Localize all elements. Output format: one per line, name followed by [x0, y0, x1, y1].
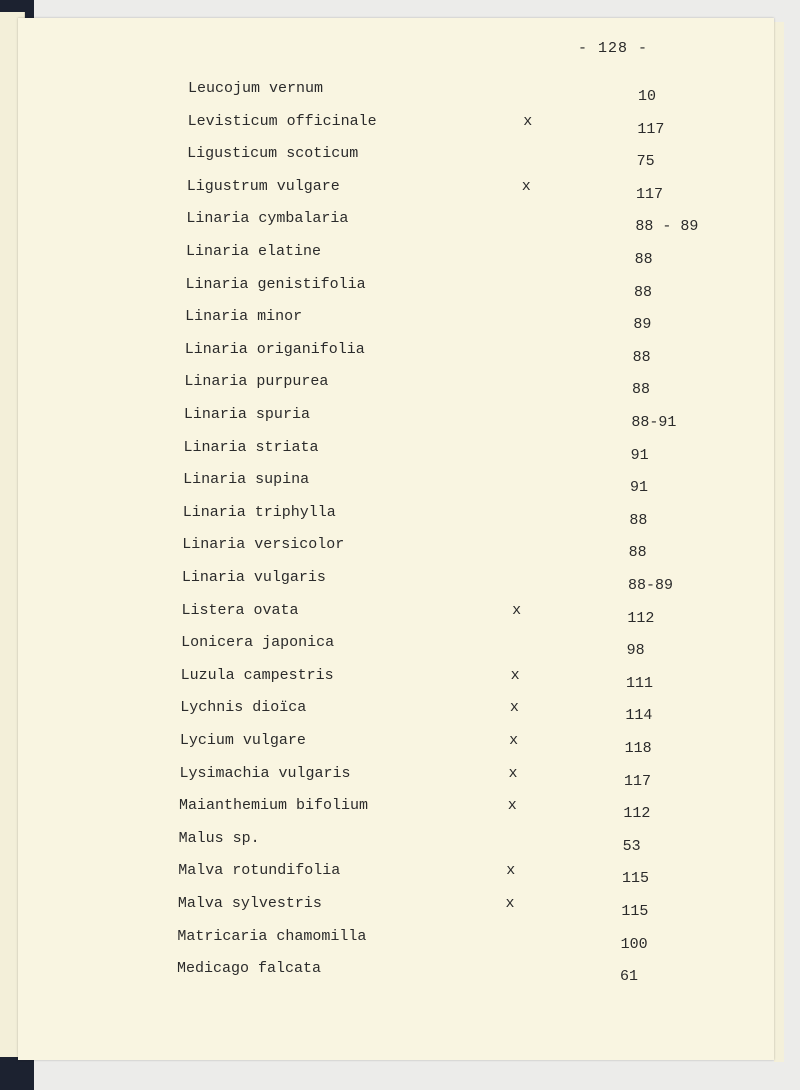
page-reference: 100	[620, 935, 648, 953]
species-name: Linaria cymbalaria	[186, 210, 349, 228]
page-reference: 117	[624, 772, 652, 790]
page-reference: 91	[630, 479, 649, 497]
species-name: Levisticum officinale	[187, 112, 377, 130]
page-reference: 53	[622, 837, 641, 855]
species-name: Linaria elatine	[185, 243, 321, 260]
page-reference: 61	[620, 968, 639, 986]
index-entry-row	[0, 699, 800, 723]
cross-mark: x	[523, 112, 533, 130]
index-entry-row	[0, 276, 800, 300]
species-name: Malva rotundifolia	[178, 862, 341, 880]
page-reference: 91	[630, 446, 649, 464]
cross-mark: x	[505, 895, 515, 912]
species-name: Matricaria chamomilla	[177, 927, 367, 945]
species-name: Listera ovata	[181, 601, 299, 619]
index-entry-row	[0, 569, 800, 593]
page-reference: 98	[626, 642, 645, 660]
index-entry-row	[0, 406, 800, 430]
page-reference: 118	[624, 740, 652, 757]
species-name: Leucojum vernum	[188, 80, 324, 97]
species-name: Linaria origanifolia	[184, 340, 365, 358]
index-entry-row	[0, 113, 800, 137]
index-entry-row	[0, 895, 800, 919]
index-entry-row	[0, 960, 800, 984]
index-entry-row	[0, 862, 800, 886]
species-name: Medicago falcata	[177, 960, 322, 978]
index-entry-row	[0, 504, 800, 528]
index-entry-row	[0, 178, 800, 202]
species-name: Lonicera japonica	[181, 634, 335, 652]
species-name: Lychnis dioïca	[180, 699, 307, 717]
cross-mark: x	[512, 601, 522, 619]
species-name: Linaria versicolor	[182, 536, 345, 554]
species-name: Linaria spuria	[183, 406, 310, 423]
page-reference: 75	[636, 153, 655, 171]
index-entry-row	[0, 471, 800, 495]
species-name: Linaria vulgaris	[181, 569, 326, 586]
index-entry-row	[0, 797, 800, 821]
index-entry-row	[0, 439, 800, 463]
page-reference: 88	[632, 381, 651, 399]
index-entry-row	[0, 536, 800, 560]
species-name: Ligustrum vulgare	[186, 177, 340, 195]
cross-mark: x	[509, 732, 519, 749]
page-reference: 88-89	[628, 577, 674, 594]
index-entry-row	[0, 341, 800, 365]
species-name: Linaria supina	[183, 471, 310, 489]
index-entry-row	[0, 602, 800, 626]
page-reference: 117	[636, 185, 664, 203]
page-number: - 128 -	[578, 40, 649, 57]
index-entry-row	[0, 732, 800, 756]
species-name: Maianthemium bifolium	[179, 797, 369, 815]
cross-mark: x	[507, 797, 517, 815]
species-name: Ligusticum scoticum	[187, 145, 359, 163]
index-entry-row	[0, 634, 800, 658]
index-entry-row	[0, 928, 800, 952]
cross-mark: x	[506, 862, 516, 880]
page-reference: 88	[634, 251, 653, 268]
species-name: Lycium vulgare	[179, 732, 306, 749]
index-entry-row	[0, 80, 800, 104]
page-reference: 88	[634, 283, 653, 301]
species-name: Linaria purpurea	[184, 373, 329, 391]
species-name: Malus sp.	[178, 829, 260, 847]
page-reference: 88	[628, 544, 647, 562]
species-name: Linaria minor	[185, 308, 303, 326]
page-reference: 89	[633, 316, 652, 334]
page-reference: 88-91	[631, 414, 677, 431]
page-reference: 10	[638, 88, 657, 105]
page-reference: 111	[626, 674, 654, 692]
page-reference: 115	[621, 903, 649, 920]
cross-mark: x	[521, 177, 531, 195]
index-entry-row	[0, 145, 800, 169]
page-reference: 115	[622, 870, 650, 888]
species-name: Linaria genistifolia	[185, 275, 366, 293]
page-reference: 88	[632, 348, 651, 366]
cross-mark: x	[510, 666, 520, 684]
species-name: Linaria triphylla	[182, 503, 336, 521]
species-name: Luzula campestris	[180, 666, 334, 684]
cross-mark: x	[509, 699, 519, 717]
index-entry-row	[0, 210, 800, 234]
index-entry-row	[0, 667, 800, 691]
species-name: Malva sylvestris	[177, 895, 322, 912]
page-reference: 117	[637, 120, 665, 138]
index-entry-row	[0, 243, 800, 267]
page-reference: 112	[627, 609, 655, 627]
index-entry-row	[0, 765, 800, 789]
cross-mark: x	[508, 764, 518, 782]
page-reference: 112	[623, 805, 651, 823]
index-entry-row	[0, 373, 800, 397]
index-entry-row	[0, 830, 800, 854]
species-name: Linaria striata	[183, 438, 319, 456]
page-reference: 88 - 89	[635, 218, 699, 236]
page-reference: 88	[629, 511, 648, 529]
index-entry-row	[0, 308, 800, 332]
page-reference: 114	[625, 707, 653, 725]
species-name: Lysimachia vulgaris	[179, 764, 351, 782]
